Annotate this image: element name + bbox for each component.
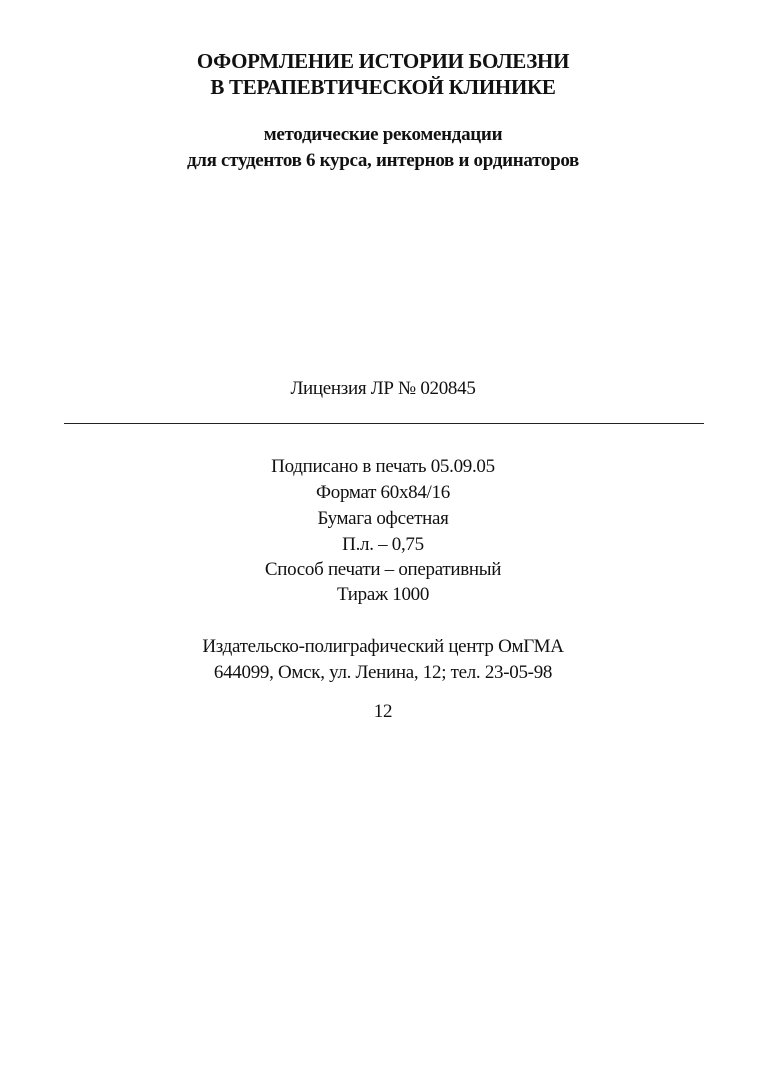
horizontal-divider: [64, 423, 704, 424]
imprint-paper: Бумага офсетная: [317, 508, 449, 529]
imprint-signed-date: Подписано в печать 05.09.05: [271, 456, 495, 477]
publisher-address: 644099, Омск, ул. Ленина, 12; тел. 23-05-98: [213, 662, 553, 683]
document-title-line-1: ОФОРМЛЕНИЕ ИСТОРИИ БОЛЕЗНИ: [196, 49, 570, 73]
document-subtitle-line-1: методические рекомендации: [263, 124, 503, 145]
document-title-line-2: В ТЕРАПЕВТИЧЕСКОЙ КЛИНИКЕ: [210, 75, 556, 99]
imprint-circulation: Тираж 1000: [336, 584, 430, 605]
page-number: 12: [373, 701, 393, 722]
imprint-print-method: Способ печати – оперативный: [264, 559, 502, 580]
publisher-name: Издательско-полиграфический центр ОмГМА: [202, 636, 564, 657]
license-number: Лицензия ЛР № 020845: [290, 378, 476, 399]
imprint-format: Формат 60х84/16: [316, 482, 450, 503]
imprint-sheets: П.л. – 0,75: [342, 534, 424, 555]
document-subtitle-line-2: для студентов 6 курса, интернов и ординаторов: [186, 150, 580, 171]
